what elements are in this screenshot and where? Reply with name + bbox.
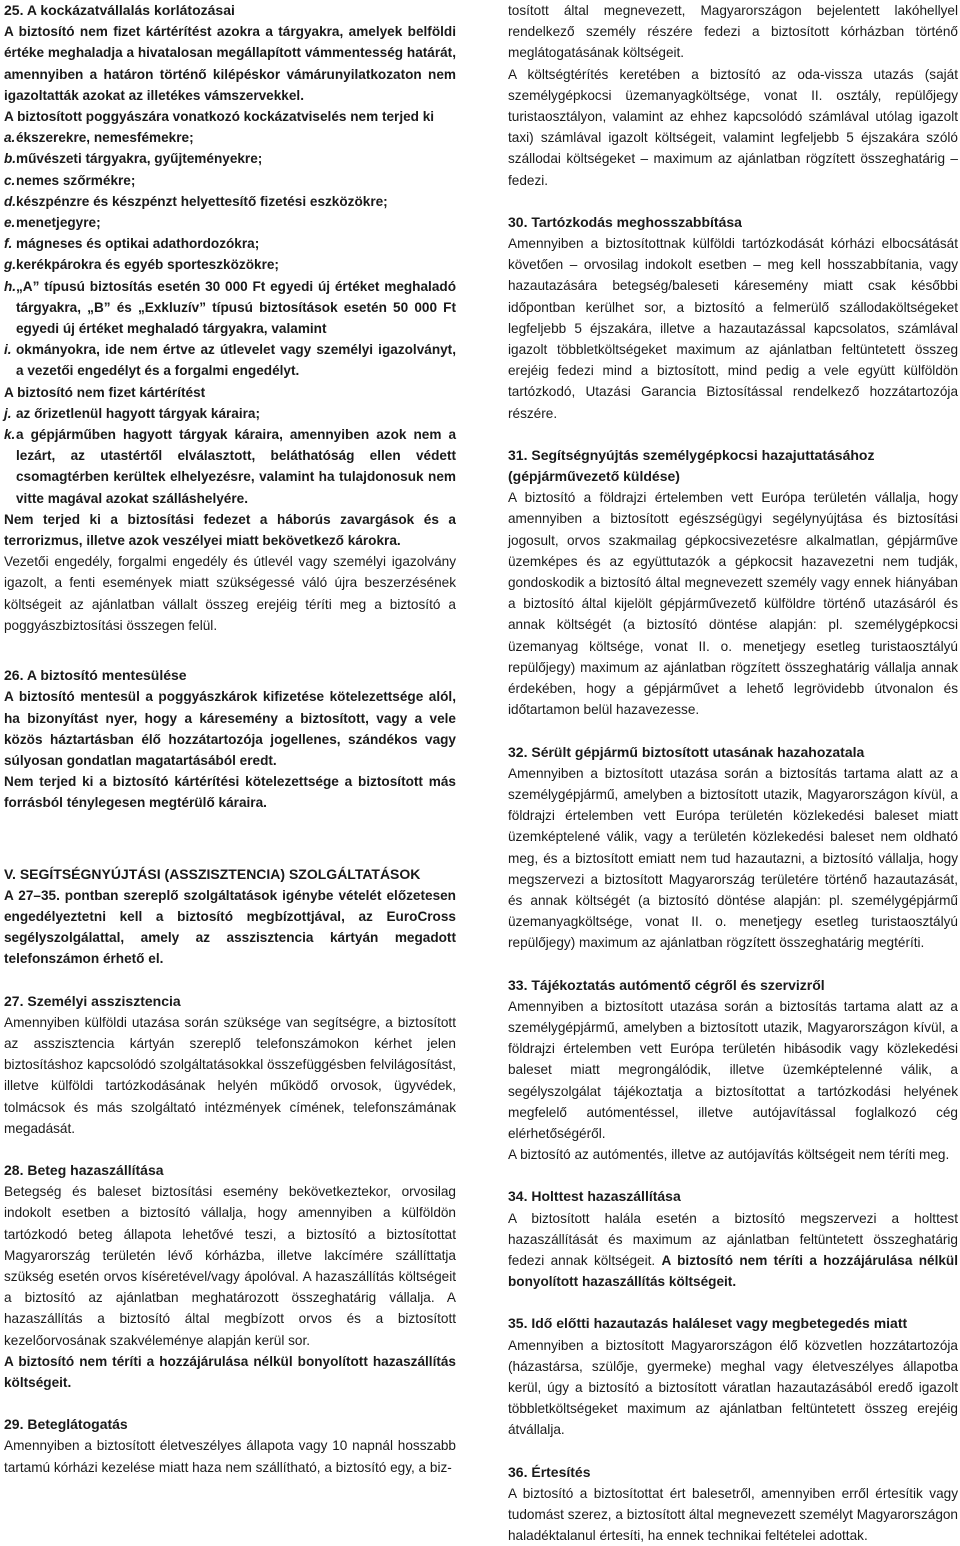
list-item-marker: g. — [4, 257, 17, 273]
list-item — [4, 254, 456, 275]
section-36-title: 36. Értesítés — [508, 1463, 591, 1480]
section-31-title: 31. Segítségnyújtás személygépkocsi hazajuttatásához (gépjárművezető küldése) — [508, 446, 875, 485]
list-item — [4, 212, 456, 233]
list-item-text: „A” típusú biztosítás esetén 30 000 Ft egyedi új értéket meghaladó tárgyakra, „B” és „Exkluzív” típusú biztosítások esetén 50 000 Ft egyedi új értéket meghaladó tárgyakra, valamint — [16, 278, 456, 337]
list-item-text: menetjegyre; — [16, 215, 101, 231]
section-28-title: 28. Beteg hazaszállítása — [4, 1161, 164, 1178]
section-29-title: 29. Beteglátogatás — [4, 1416, 128, 1433]
list-item-marker: a. — [4, 130, 16, 146]
section-27-paragraph: Amennyiben külföldi utazása során szüksége van segítségre, a biztosított az asszisztencia kártyán szereplő telefonszámokon kérhet jelen biztosításhoz kapcsolódó szolgáltatásokkal összefüggésben felvilágosítást, illetve külföldi tartózkodásának helyén működő orvosok, ügyvédek, tolmácsok és más szolgáltató intézmények címének, telefonszámának megadását. — [4, 1014, 456, 1136]
list-item-text: készpénzre és készpénzt helyettesítő fizetési eszközökre; — [16, 193, 388, 209]
section-30-paragraph: Amennyiben a biztosítottnak külföldi tartózkodását kórházi elbocsátását követően – orvosilag indokolt esetben – meg kell hosszabbítania, vagy hazautazására betegség/baleseti káresemény miatt csak későbbi időpontban kerülhet sor, a biztosító a felmerülő szállodaköltségeket legfeljebb 5 éjszakára, illetve a hazautazással kapcsolatos, számlával igazolt többletköltségeket maximum az ajánlatban feltüntetett összeg erejéig fedezi mind a biztosított, mind pedig a vele együtt külföldön tartózkodó, Utazási Garancia Biztosítással rendelkező hozzátartozója részére. — [508, 236, 958, 421]
section-29-paragraph: Amennyiben a biztosított életveszélyes állapota vagy 10 napnál hosszabb tartamú kórházi kezelése miatt haza nem szállítható, a biztosító egy, a biz- — [4, 1438, 456, 1475]
section-25-paragraph-2: A biztosított poggyászára vonatkozó kockázatviselés nem terjed ki — [4, 109, 435, 125]
list-item-text: nemes szőrmékre; — [16, 172, 136, 188]
list-item-marker: e. — [4, 215, 16, 231]
list-item-text: okmányokra, ide nem értve az útlevelet vagy személyi igazolványt, a vezetői engedélyt és a forgalmi engedélyt. — [16, 342, 456, 379]
list-item-marker: j. — [4, 405, 12, 421]
section-26-paragraph-2: Nem terjed ki a biztosító kártérítési kötelezettsége a biztosított más forrásból ténylegesen megtérülő káraira. — [4, 774, 456, 811]
section-32-paragraph: Amennyiben a biztosított utazása során a biztosítás tartama alatt az a személygépjármű, amelyben a biztosított utazik, Magyarországon kívül, a földrajzi értelemben vett Európa területén közlekedési baleset miatt üzemképtelené válik, vagy a területén közlekedési baleset nem oldható meg, és a biztosított emiatt nem tud hazautazni, a biztosító vállalja, hogy megszervezi a biztosított Magyarország területére történő hazautazását, és annak költségét (a biztosító döntése alapján: pl. személygépjármű üzemanyagköltsége, vonat II. o. menetjegy esetleg turistaosztályú repülőjegy) maximum az ajánlatban rögzített összeghatárig megtéríti. — [508, 765, 958, 951]
section-33-paragraph-2: A biztosító az autómentés, illetve az autójavítás költségeit nem téríti meg. — [508, 1147, 950, 1163]
list-item-marker: f. — [4, 236, 13, 252]
section-25-paragraph-4: Nem terjed ki a biztosítási fedezet a háborús zavargások és a terrorizmus, illetve azok veszélyei miatt bekövetkező károkra. — [4, 511, 456, 549]
exclusion-list-2 — [4, 403, 456, 509]
list-item-text: az őrizetlenül hagyott tárgyak káraira; — [16, 405, 261, 421]
section-36-paragraph: A biztosító a biztosítottat ért balesetről, amennyiben erről értesítik vagy tudomást szerez, a biztosított által megnevezett személyt Magyarországon haladéktalanul értesíti, ha ennek technikai feltételei adottak. — [508, 1485, 958, 1544]
section-32-title: 32. Sérült gépjármű biztosított utasának hazahozatala — [508, 743, 865, 760]
list-item — [4, 191, 456, 212]
list-item-text: a gépjárműben hagyott tárgyak káraira, amennyiben azok nem a lezárt, az utastértől elválasztott, beláthatóság ellen védett csomagtérben kerültek elhelyezésre, valamint ha tulajdonosuk nem vitte magával azokat szálláshelyére. — [16, 427, 456, 506]
list-item-marker: b. — [4, 151, 17, 167]
list-item-marker: h. — [4, 278, 17, 294]
section-35-paragraph: Amennyiben a biztosított Magyarországon élő közvetlen hozzátartozója (házastársa, szülője, gyermeke) meghal vagy életveszélyes állapotba kerül, úgy a biztosító a biztosított váratlan hazautazásából eredő igazolt többletköltségeket maximum az ajánlatban feltüntetett összeg erejéig átvállalja. — [508, 1337, 958, 1438]
section-29-continuation: tosított által megnevezett, Magyarországon bejelentett lakóhellyel rendelkező személy részére fedezi a biztosított kórházban történő meglátogatásának költségeit. — [508, 3, 958, 61]
list-item — [4, 148, 456, 169]
list-item-marker: k. — [4, 427, 16, 443]
section-34-text: A biztosított halála esetén a biztosító megszervezi a holttest hazaszállítását és maximum az ajánlatban feltüntetett összeghatárig fedezi annak költségeit. — [508, 1210, 958, 1268]
section-29-paragraph-2: A költségtérítés keretében a biztosító az oda-vissza utazás (saját személygépkocsi üzemanyagköltsége, vonat II. osztály, repülőjegy turistaosztályon, valamint az ehhez kapcsolódó számlával utólag igazolt taxi) számlával igazolt költségeit, valamint legfeljebb 5 éjszakára szóló szállodai költségeket – maximum az ajánlatban rögzített összeghatárig – fedezi. — [508, 66, 958, 188]
section-33-title: 33. Tájékoztatás autómentő cégről és szervizről — [508, 976, 825, 993]
section-26-title: 26. A biztosító mentesülése — [4, 667, 187, 684]
list-item-text: művészeti tárgyakra, gyűjteményekre; — [16, 151, 263, 167]
section-25-paragraph-3: A biztosító nem fizet kártérítést — [4, 384, 206, 400]
chapter-v-paragraph: A 27–35. pontban szereplő szolgáltatások igénybe vételét előzetesen engedélyeztetni kell a biztosító megbízottjával, az EuroCross segélyszolgálattal, amely az asszisztencia kártyán megadott telefonszámon érhető el. — [4, 887, 456, 967]
list-item — [4, 233, 456, 254]
list-item-text: mágneses és optikai adathordozókra; — [16, 236, 260, 252]
section-25-paragraph-1: A biztosító nem fizet kártérítést azokra a tárgyakra, amelyek belföldi értéke meghaladja a hivatalosan megállapított vámmentesség határát, amennyiben a határon történő kilépéskor vámárunyilatkozaton nem igazoltatták azokat az illetékes vámszervekkel. — [4, 24, 456, 103]
section-31-paragraph: A biztosító a földrajzi értelemben vett Európa területén vállalja, hogy amennyiben a biztosított egészségügyi segélynyújtása és biztosítási jogosult, orvos szakmailag gépkocsivezetésre alkalmatlan, gépjárműve üzemképes és az együttutazók a gépkocsit hazavezetni nem tudják, gondoskodik a biztosító által megnevezett személy vagy ennek hiányában a biztosító által kijelölt gépjárművezető külföldre történő utazásáról és annak költségét (a biztosító döntése alapján: pl. személygépkocsi üzemanyag költsége, vonat II. o. menetjegy esetleg turistaosztályú repülőjegy) maximum az ajánlatban rögzített összeghatárig vállalja annak érdekében, hogy a gépjárművet a lehető legrövidebb útvonalon és időtartamon belül hazavezesse. — [508, 490, 958, 718]
list-item — [4, 339, 456, 381]
section-35-title: 35. Idő előtti hazautazás haláleset vagy megbetegedés miatt — [508, 1315, 908, 1332]
list-item — [4, 424, 456, 509]
section-30-title: 30. Tartózkodás meghosszabbítása — [508, 213, 742, 230]
list-item — [4, 276, 456, 340]
section-28-paragraph-2: A biztosító nem téríti a hozzájárulása nélkül bonyolított hazaszállítás költségeit. — [4, 1353, 456, 1390]
section-27-title: 27. Személyi asszisztencia — [4, 992, 181, 1009]
section-26-paragraph-1: A biztosító mentesül a poggyászkárok kifizetése kötelezettsége alól, ha bizonyítást nyer, hogy a káresemény a biztosított, vagy a vele közös háztartásban élő hozzátartozója jogellenes, szándékos vagy súlyosan gondatlan magatartásából eredt. — [4, 689, 456, 768]
list-item-marker: d. — [4, 193, 17, 209]
exclusion-list — [4, 127, 456, 381]
section-33-paragraph-1: Amennyiben a biztosított utazása során a biztosítás tartama alatt az a személygépjármű, amelyben a biztosított utazik, Magyarországon kívül, a földrajzi értelemben vett Európa területén hibásodik vagy közlekedési baleset miatt megrongálódik, illetve üzemképtelenné válik, a segélyszolgálat tájékoztatja a biztosítottat a tartózkodási helyének megfelelő autómentéssel, illetve autójavítással foglalkozó cég elérhetőségéről. — [508, 998, 958, 1141]
chapter-v-title: V. SEGÍTSÉGNYÚJTÁSI (ASSZISZTENCIA) SZOLGÁLTATÁSOK — [4, 865, 421, 882]
list-item-text: kerékpárokra és egyéb sporteszközökre; — [16, 257, 279, 273]
right-column — [508, 0, 958, 1546]
list-item — [4, 403, 456, 424]
section-34-bold-text: A biztosító nem téríti a hozzájárulása nélkül bonyolított hazaszállítás költségeit. — [508, 1252, 959, 1290]
left-column — [4, 0, 456, 1478]
section-28-paragraph-1: Betegség és baleset biztosítási esemény bekövetkeztekor, orvosilag indokolt esetben a biztosító vállalja, hogy amennyiben a külföldön tartózkodó beteg állapota lehetővé teszi, a biztosító a biztosítottat Magyarország területén lévő kórházba, illetve lakcímére szállíttatja szükség esetén orvos kíséretével/vagy ápolóval. A hazaszállítás költségeit a biztosító az ajánlatban meghatározott összeghatárig vállalja. A hazaszállítás a biztosító által megbízott orvos és a biztosított kezelőorvosának szakvéleménye alapján kerül sor. — [4, 1184, 456, 1348]
list-item-text: ékszerekre, nemesfémekre; — [16, 130, 194, 146]
section-25-paragraph-5: Vezetői engedély, forgalmi engedély és útlevél vagy személyi igazolvány igazolt, a fenti események miatt szükségessé váló újra beszerzésének költségeit az ajánlatban vállalt összeg erejéig téríti meg a biztosító a poggyászbiztosítási összegen felül. — [4, 554, 456, 633]
section-34-paragraph — [508, 1208, 958, 1293]
list-item-marker: c. — [4, 172, 16, 188]
list-item — [4, 127, 456, 148]
list-item-marker: i. — [4, 342, 12, 358]
section-34-title: 34. Holttest hazaszállítása — [508, 1188, 681, 1205]
list-item — [4, 170, 456, 191]
section-25-title: 25. A kockázatvállalás korlátozásai — [4, 2, 235, 18]
